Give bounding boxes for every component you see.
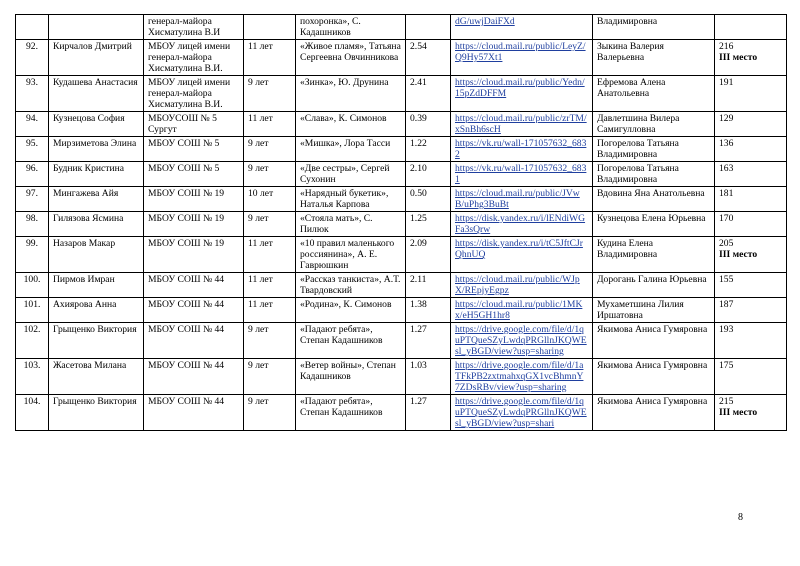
video-link-cell[interactable]: https://drive.google.com/file/d/1quPTQueSZyLwdqPRGllnJKQWEsl_yBGD/view?usp=sharing	[451, 323, 593, 359]
score-cell: 1.38	[406, 298, 451, 323]
video-link-cell[interactable]: https://vk.ru/wall-171057632_6831	[451, 162, 593, 187]
age-cell: 11 лет	[244, 40, 296, 76]
teacher-cell: Кудина Елена Владимировна	[593, 237, 715, 273]
table-row	[16, 237, 787, 273]
teacher-cell: Дорогань Галина Юрьевна	[593, 273, 715, 298]
age-cell: 9 лет	[244, 212, 296, 237]
work-title-cell: «Падают ребята», Степан Кадашников	[296, 323, 406, 359]
work-title-cell: «Падают ребята», Степан Кадашников	[296, 395, 406, 431]
participant-name-cell	[49, 15, 144, 40]
teacher-cell: Якимова Аниса Гумяровна	[593, 323, 715, 359]
participant-name-cell: Назаров Макар	[49, 237, 144, 273]
score-cell: 2.41	[406, 76, 451, 112]
video-link-cell[interactable]: https://cloud.mail.ru/public/LeyZ/Q9Hy57Xt1	[451, 40, 593, 76]
work-title-cell: «Нарядный букетик», Наталья Карпова	[296, 187, 406, 212]
age-cell: 9 лет	[244, 395, 296, 431]
video-link-cell[interactable]: https://cloud.mail.ru/public/zrTM/xSnBh6scH	[451, 112, 593, 137]
table-row	[16, 112, 787, 137]
participant-name-cell: Кузнецова София	[49, 112, 144, 137]
row-number-cell: 98.	[16, 212, 49, 237]
row-number-cell: 92.	[16, 40, 49, 76]
school-cell: МБОУ СОШ № 19	[144, 187, 244, 212]
age-cell: 9 лет	[244, 162, 296, 187]
score-cell: 1.22	[406, 137, 451, 162]
video-link-cell[interactable]: https://disk.yandex.ru/i/tC5JftCJrQhnUQ	[451, 237, 593, 273]
video-link-cell[interactable]: https://cloud.mail.ru/public/Yedn/15pZdDFFM	[451, 76, 593, 112]
school-cell: МБОУ лицей имени генерал-майора Хисматулина В.И.	[144, 40, 244, 76]
place-label: III место	[719, 249, 758, 260]
row-number-cell: 103.	[16, 359, 49, 395]
school-cell: МБОУ СОШ № 19	[144, 212, 244, 237]
work-title-cell: похоронка», С. Кадашников	[296, 15, 406, 40]
teacher-cell: Кузнецова Елена Юрьевна	[593, 212, 715, 237]
total-points-cell: 181	[715, 187, 787, 212]
score-cell: 2.09	[406, 237, 451, 273]
school-cell: МБОУ СОШ № 44	[144, 359, 244, 395]
results-table	[15, 14, 787, 431]
row-number-cell: 94.	[16, 112, 49, 137]
school-cell: МБОУ СОШ № 44	[144, 273, 244, 298]
total-points-cell: 193	[715, 323, 787, 359]
total-points-cell: 129	[715, 112, 787, 137]
age-cell: 10 лет	[244, 187, 296, 212]
table-row	[16, 162, 787, 187]
total-points-cell: 215 III место	[715, 395, 787, 431]
score-cell	[406, 15, 451, 40]
participant-name-cell: Пирмов Имран	[49, 273, 144, 298]
score-cell: 0.50	[406, 187, 451, 212]
row-number-cell: 96.	[16, 162, 49, 187]
row-number-cell: 102.	[16, 323, 49, 359]
participant-name-cell: Грыщенко Виктория	[49, 395, 144, 431]
video-link-cell[interactable]: https://drive.google.com/file/d/1aTFkPB2zxtmahxqGX1vcBhmnY7ZDsRBv/view?usp=sharing	[451, 359, 593, 395]
row-number-cell: 104.	[16, 395, 49, 431]
work-title-cell: «Рассказ танкиста», А.Т. Твардовский	[296, 273, 406, 298]
total-points-cell: 205 III место	[715, 237, 787, 273]
work-title-cell: «10 правил маленького россиянина», А. Е. Гаврюшкин	[296, 237, 406, 273]
video-link-cell[interactable]: https://cloud.mail.ru/public/JVwB/uPhg3BuBt	[451, 187, 593, 212]
participant-name-cell: Ахиярова Анна	[49, 298, 144, 323]
table-row	[16, 76, 787, 112]
video-link-cell[interactable]: https://cloud.mail.ru/public/WJpX/REpjyEgpz	[451, 273, 593, 298]
table-row	[16, 15, 787, 40]
table-row	[16, 212, 787, 237]
score-cell: 1.03	[406, 359, 451, 395]
row-number-cell: 93.	[16, 76, 49, 112]
participant-name-cell: Будник Кристина	[49, 162, 144, 187]
total-points-cell: 175	[715, 359, 787, 395]
school-cell: МБОУ СОШ № 5	[144, 137, 244, 162]
video-link-cell[interactable]: https://drive.google.com/file/d/1quPTQueSZyLwdqPRGllnJKQWEsl_yBGD/view?usp=shari	[451, 395, 593, 431]
work-title-cell: «Живое пламя», Татьяна Сергеевна Овчинникова	[296, 40, 406, 76]
school-cell: МБОУ СОШ № 44	[144, 323, 244, 359]
score-cell: 2.10	[406, 162, 451, 187]
teacher-cell: Вдовина Яна Анатольевна	[593, 187, 715, 212]
teacher-cell: Ефремова Алена Анатольевна	[593, 76, 715, 112]
teacher-cell: Мухаметшина Лилия Иршатовна	[593, 298, 715, 323]
table-row	[16, 298, 787, 323]
school-cell: МБОУ СОШ № 5	[144, 162, 244, 187]
school-cell: МБОУСОШ № 5 Сургут	[144, 112, 244, 137]
participant-name-cell: Кудашева Анастасия	[49, 76, 144, 112]
participant-name-cell: Мирзиметова Элина	[49, 137, 144, 162]
age-cell	[244, 15, 296, 40]
total-points-cell: 191	[715, 76, 787, 112]
total-points-cell: 136	[715, 137, 787, 162]
table-row	[16, 40, 787, 76]
video-link-cell[interactable]: https://cloud.mail.ru/public/1MKx/eH5GH1hr8	[451, 298, 593, 323]
table-row	[16, 273, 787, 298]
age-cell: 11 лет	[244, 112, 296, 137]
page-number: 8	[738, 512, 743, 523]
total-points-cell: 163	[715, 162, 787, 187]
total-points-cell: 170	[715, 212, 787, 237]
table-row	[16, 359, 787, 395]
work-title-cell: «Две сестры», Сергей Сухонин	[296, 162, 406, 187]
teacher-cell: Давлетшина Вилера Самигулловна	[593, 112, 715, 137]
age-cell: 9 лет	[244, 137, 296, 162]
work-title-cell: «Стояла мать», С. Пилюк	[296, 212, 406, 237]
teacher-cell: Погорелова Татьяна Владимировна	[593, 137, 715, 162]
total-points-cell: 187	[715, 298, 787, 323]
school-cell: МБОУ СОШ № 44	[144, 298, 244, 323]
teacher-cell: Погорелова Татьяна Владимировна	[593, 162, 715, 187]
age-cell: 11 лет	[244, 237, 296, 273]
score-cell: 1.27	[406, 395, 451, 431]
row-number-cell: 100.	[16, 273, 49, 298]
score-cell: 1.27	[406, 323, 451, 359]
score-cell: 0.39	[406, 112, 451, 137]
participant-name-cell: Мингажева Айя	[49, 187, 144, 212]
school-cell: МБОУ СОШ № 44	[144, 395, 244, 431]
table-row	[16, 187, 787, 212]
school-cell: генерал-майора Хисматулина В.И	[144, 15, 244, 40]
table-row	[16, 137, 787, 162]
teacher-cell: Якимова Аниса Гумяровна	[593, 359, 715, 395]
total-points-cell: 155	[715, 273, 787, 298]
work-title-cell: «Ветер войны», Степан Кадашников	[296, 359, 406, 395]
school-cell: МБОУ СОШ № 19	[144, 237, 244, 273]
row-number-cell	[16, 15, 49, 40]
age-cell: 11 лет	[244, 273, 296, 298]
row-number-cell: 97.	[16, 187, 49, 212]
work-title-cell: «Зинка», Ю. Друнина	[296, 76, 406, 112]
school-cell: МБОУ лицей имени генерал-майора Хисматулина В.И.	[144, 76, 244, 112]
table-row	[16, 323, 787, 359]
video-link-cell[interactable]: https://disk.yandex.ru/i/lENdiWGFa3sQrw	[451, 212, 593, 237]
row-number-cell: 95.	[16, 137, 49, 162]
age-cell: 11 лет	[244, 298, 296, 323]
participant-name-cell: Гилязова Ясмина	[49, 212, 144, 237]
score-cell: 2.11	[406, 273, 451, 298]
row-number-cell: 101.	[16, 298, 49, 323]
row-number-cell: 99.	[16, 237, 49, 273]
teacher-cell: Зыкина Валерия Валерьевна	[593, 40, 715, 76]
score-cell: 2.54	[406, 40, 451, 76]
place-label: III место	[719, 52, 758, 63]
total-points-cell: 216 III место	[715, 40, 787, 76]
work-title-cell: «Родина», К. Симонов	[296, 298, 406, 323]
age-cell: 9 лет	[244, 76, 296, 112]
work-title-cell: «Слава», К. Симонов	[296, 112, 406, 137]
teacher-cell: Якимова Аниса Гумяровна	[593, 395, 715, 431]
age-cell: 9 лет	[244, 359, 296, 395]
participant-name-cell: Кирчалов Дмитрий	[49, 40, 144, 76]
video-link-cell[interactable]: https://vk.ru/wall-171057632_6832	[451, 137, 593, 162]
score-cell: 1.25	[406, 212, 451, 237]
table-row	[16, 395, 787, 431]
age-cell: 9 лет	[244, 323, 296, 359]
total-points-cell	[715, 15, 787, 40]
work-title-cell: «Мишка», Лора Тасси	[296, 137, 406, 162]
participant-name-cell: Жасетова Милана	[49, 359, 144, 395]
teacher-cell: Владимировна	[593, 15, 715, 40]
video-link-cell[interactable]: dG/uwjDaiFXd	[451, 15, 593, 40]
place-label: III место	[719, 407, 758, 418]
participant-name-cell: Грыщенко Виктория	[49, 323, 144, 359]
